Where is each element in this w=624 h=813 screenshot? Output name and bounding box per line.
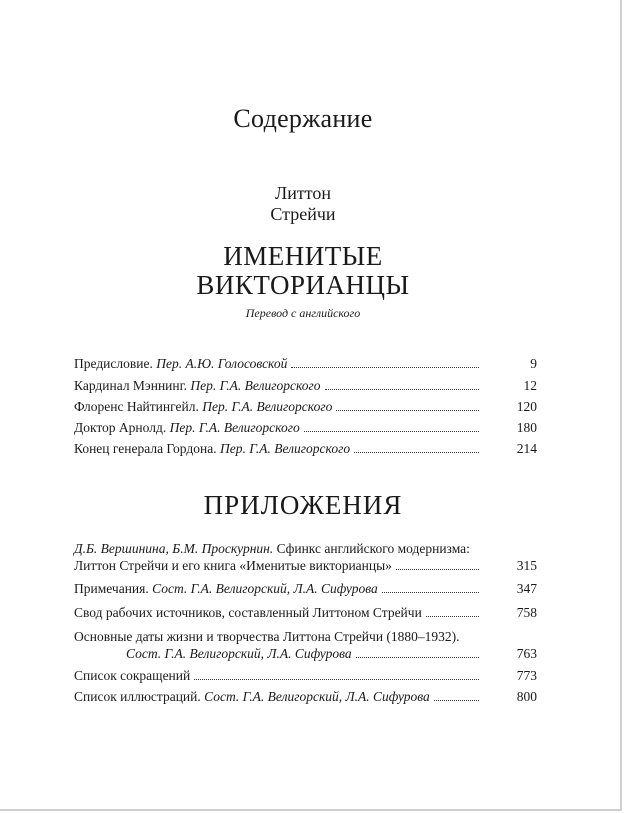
entry-title: Флоренс Найтингейл.: [74, 399, 199, 414]
author-first-name: Литтон: [275, 183, 331, 203]
entry-title: Предисловие.: [74, 356, 153, 371]
entry-credit: Пер. Г.А. Велигорского: [169, 420, 300, 435]
toc-entry[interactable]: [74, 377, 537, 394]
toc-entry[interactable]: [74, 419, 537, 436]
leader-dots: [354, 452, 479, 453]
leader-dots: [396, 569, 479, 570]
page-number: 214: [516, 441, 537, 456]
page-title: Содержание: [233, 104, 373, 133]
page-number: 347: [516, 581, 537, 596]
author-last-name: Стрейчи: [270, 204, 336, 224]
leader-dots: [291, 367, 479, 368]
toc-entry[interactable]: [74, 580, 537, 597]
toc-entry[interactable]: [74, 667, 537, 684]
entry-title-cont: Литтон Стрейчи и его книга «Именитые викторианцы»: [74, 558, 392, 573]
page-number: 180: [516, 420, 537, 435]
book-title-line1: ИМЕНИТЫЕ: [223, 241, 383, 271]
entry-line: [74, 540, 537, 557]
page-number: 773: [516, 668, 537, 683]
entry-title: Сфинкс английского модернизма:: [276, 541, 470, 556]
toc-entry[interactable]: [74, 440, 537, 457]
leader-dots: [336, 410, 479, 411]
page-number: 763: [516, 646, 537, 661]
leader-dots: [356, 657, 479, 658]
entry-title: Примечания.: [74, 581, 149, 596]
toc-entry[interactable]: [74, 540, 537, 574]
page-number: 12: [523, 378, 537, 393]
page-number: 758: [516, 605, 537, 620]
toc-entry[interactable]: [74, 355, 537, 372]
leader-dots: [426, 616, 479, 617]
leader-dots: [382, 592, 479, 593]
entry-title: Кардинал Мэннинг.: [74, 378, 188, 393]
entry-credit: Пер. Г.А. Велигорского: [202, 399, 333, 414]
entry-credit: Пер. Г.А. Велигорского: [219, 441, 351, 456]
entry-credit: Пер. А.Ю. Голосовской: [156, 356, 288, 371]
leader-dots: [434, 700, 479, 701]
entry-credit: Пер. Г.А. Велигорского: [190, 378, 321, 393]
entry-title: Конец генерала Гордона.: [74, 441, 217, 456]
entry-title: Список сокращений: [74, 668, 191, 683]
toc-entry[interactable]: [74, 688, 537, 705]
page-number: 9: [530, 356, 537, 371]
page-number: 800: [516, 689, 537, 704]
toc-entry[interactable]: [74, 398, 537, 415]
page-number: 120: [516, 399, 537, 414]
author-name: [0, 183, 606, 225]
entry-title: Основные даты жизни и творчества Литтона Стрейчи (1880–1932).: [74, 629, 460, 644]
leader-dots: [304, 431, 479, 432]
entry-title: Свод рабочих источников, составленный Литтоном Стрейчи: [74, 605, 422, 620]
entry-title: Доктор Арнолд.: [74, 420, 167, 435]
entry-credit: Сост. Г.А. Велигорский, Л.А. Сифурова: [204, 689, 430, 704]
book-title: [0, 242, 606, 300]
entry-credit: Сост. Г.А. Велигорский, Л.А. Сифурова: [126, 646, 352, 661]
translation-note: Перевод с английского: [245, 306, 361, 320]
appendix-heading: ПРИЛОЖЕНИЯ: [203, 490, 403, 520]
leader-dots: [325, 389, 479, 390]
page-number: 315: [516, 558, 537, 573]
entry-credit: Сост. Г.А. Велигорский, Л.А. Сифурова: [152, 581, 378, 596]
entry-title: Список иллюстраций.: [74, 689, 201, 704]
entry-authors: Д.Б. Вершинина, Б.М. Проскурнин.: [74, 541, 274, 556]
leader-dots: [194, 679, 479, 680]
toc-entry[interactable]: [74, 628, 537, 662]
toc-entry[interactable]: [74, 604, 537, 621]
book-title-line2: ВИКТОРИАНЦЫ: [196, 270, 410, 300]
